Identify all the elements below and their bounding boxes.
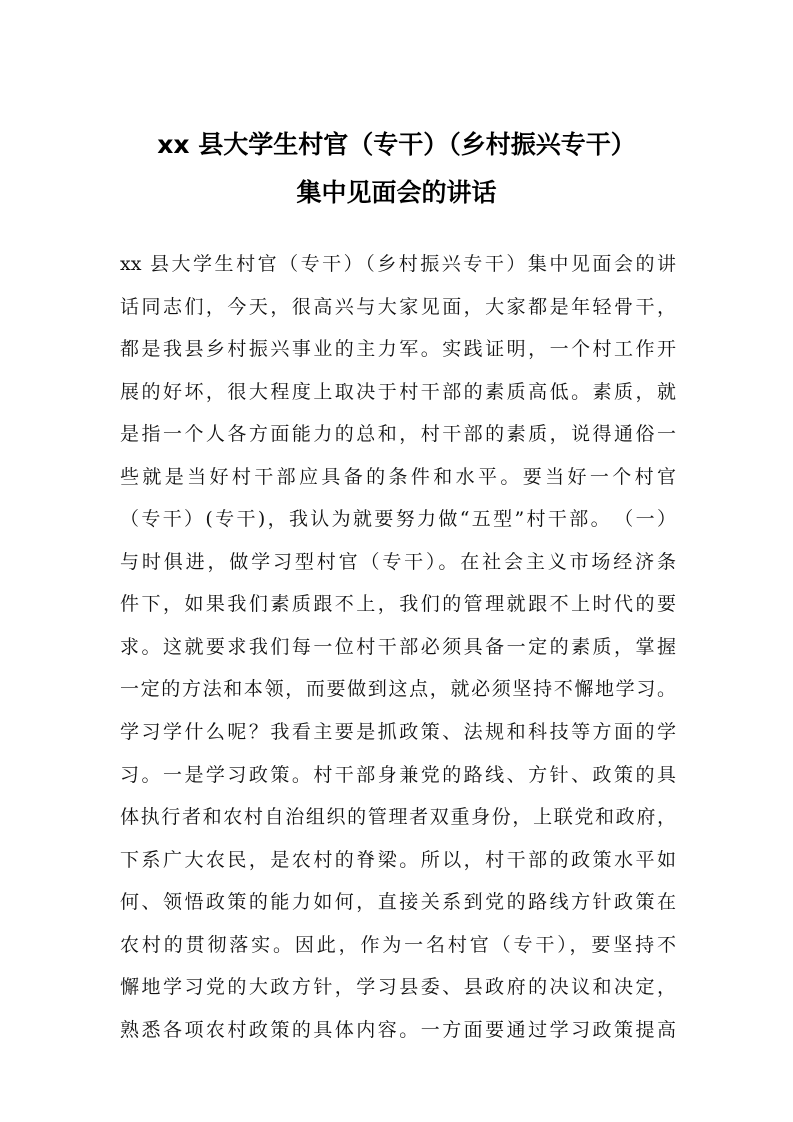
- body-line: 体执行者和农村自治组织的管理者双重身份，上联党和政府，: [120, 806, 676, 829]
- body-line: 求。这就要求我们每一位村干部必须具备一定的素质，掌握: [120, 635, 676, 658]
- body-line: 熟悉各项农村政策的具体内容。一方面要通过学习政策提高: [120, 1018, 676, 1041]
- body-line: 学习学什么呢？我看主要是抓政策、法规和科技等方面的学: [120, 721, 676, 744]
- document-title-line-1: xx 县大学生村官（专干）（乡村振兴专干）: [157, 130, 636, 159]
- body-line: 习。一是学习政策。村干部身兼党的路线、方针、政策的具: [120, 763, 676, 786]
- body-line: 与时俱进，做学习型村官（专干）。在社会主义市场经济条: [120, 550, 676, 573]
- body-line: （专干）(专干)，我认为就要努力做“五型”村干部。 （一）: [120, 508, 676, 531]
- body-line: 下系广大农民，是农村的脊梁。所以，村干部的政策水平如: [120, 848, 676, 871]
- body-line: 都是我县乡村振兴事业的主力军。实践证明，一个村工作开: [120, 338, 676, 361]
- document-title-line-2: 集中见面会的讲话: [296, 178, 497, 207]
- body-line: 一定的方法和本领，而要做到这点，就必须坚持不懈地学习。: [120, 678, 676, 701]
- document-body: [120, 243, 676, 1051]
- body-line: 件下，如果我们素质跟不上，我们的管理就跟不上时代的要: [120, 593, 676, 616]
- body-line: 是指一个人各方面能力的总和，村干部的素质，说得通俗一: [120, 423, 676, 446]
- body-line: xx 县大学生村官（专干）（乡村振兴专干）集中见面会的讲: [120, 253, 676, 275]
- body-line: 话同志们，今天，很高兴与大家见面，大家都是年轻骨干，: [120, 295, 676, 318]
- body-line: 些就是当好村干部应具备的条件和水平。要当好一个村官: [120, 465, 676, 488]
- body-line: 懈地学习党的大政方针，学习县委、县政府的决议和决定，: [120, 976, 676, 999]
- body-line: 农村的贯彻落实。因此，作为一名村官（专干），要坚持不: [120, 933, 676, 956]
- body-line: 展的好坏，很大程度上取决于村干部的素质高低。素质，就: [120, 380, 676, 403]
- body-line: 何、领悟政策的能力如何，直接关系到党的路线方针政策在: [120, 891, 676, 914]
